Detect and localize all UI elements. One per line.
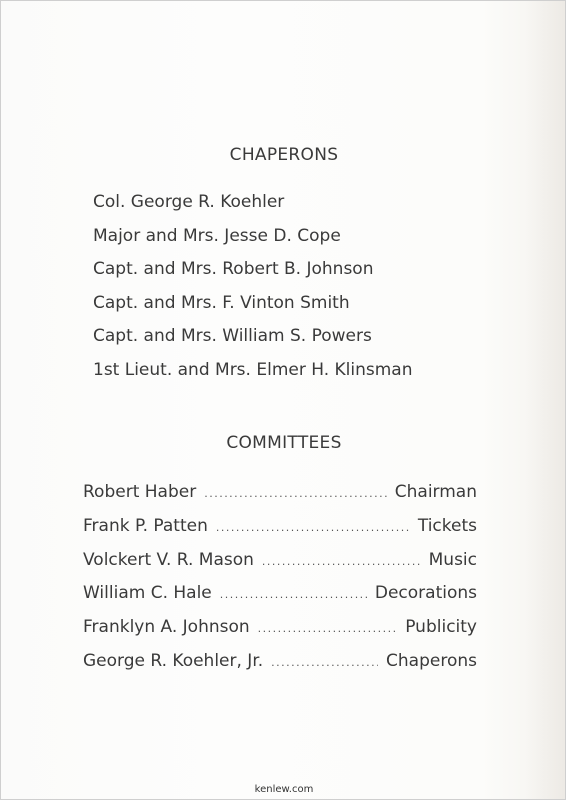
leader-dots — [204, 479, 387, 509]
leader-dots — [262, 547, 421, 577]
committee-role: Decorations — [374, 583, 477, 604]
chaperon-name: 1st Lieut. and Mrs. Elmer H. Klinsman — [93, 359, 413, 380]
committee-member-name: Franklyn A. Johnson — [83, 617, 250, 638]
committee-member-name: George R. Koehler, Jr. — [83, 650, 264, 671]
leader-dots — [258, 614, 398, 644]
committee-role: Chaperons — [386, 650, 477, 671]
chaperon-name: Capt. and Mrs. Robert B. Johnson — [93, 259, 374, 280]
committee-role: Tickets — [417, 515, 477, 536]
committees-heading: COMMITTEES — [226, 433, 342, 453]
committee-role: Music — [428, 549, 477, 570]
leader-dots — [220, 580, 367, 610]
committee-member-name: Volckert V. R. Mason — [83, 549, 254, 570]
committees-list — [83, 477, 477, 680]
chaperon-name: Capt. and Mrs. F. Vinton Smith — [93, 292, 350, 313]
committee-row — [83, 511, 477, 545]
chaperons-heading: CHAPERONS — [229, 145, 339, 165]
leader-dots — [271, 648, 378, 678]
leader-dots — [216, 513, 410, 543]
committee-member-name: William C. Hale — [83, 583, 212, 604]
chaperon-name: Major and Mrs. Jesse D. Cope — [93, 225, 341, 246]
committee-member-name: Frank P. Patten — [83, 515, 208, 536]
paper-edge-shading — [525, 1, 565, 800]
committee-row — [83, 646, 477, 680]
committee-row — [83, 477, 477, 511]
chaperon-name: Col. George R. Koehler — [93, 192, 285, 212]
committee-row — [83, 578, 477, 612]
chaperon-name: Capt. and Mrs. William S. Powers — [93, 326, 372, 347]
committee-role: Publicity — [405, 617, 477, 638]
committee-row — [83, 545, 477, 579]
committee-role: Chairman — [394, 482, 477, 502]
chaperons-list — [93, 187, 413, 389]
committee-row — [83, 612, 477, 646]
watermark-text: kenlew.com — [254, 784, 314, 795]
committee-member-name: Robert Haber — [83, 482, 197, 502]
